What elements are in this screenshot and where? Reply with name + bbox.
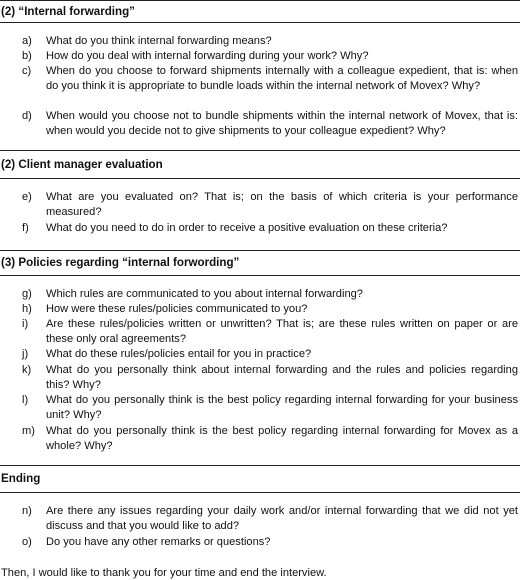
question-marker: d) [22,110,32,122]
question-marker: b) [22,50,32,62]
question-text: When do you choose to forward shipments internally with a colleague expedient, that is: when do you think it is appropriate to bundle loads within the internal network of Movex? Why? [46,65,518,92]
question-text: Are there any issues regarding your daily work and/or internal forwarding that we did not yet discuss and that you would like to add? [46,505,518,532]
question-marker: n) [22,505,32,517]
question-marker: a) [22,35,32,47]
question-marker: o) [22,536,32,548]
section-divider [0,250,520,251]
section-heading: (2) Client manager evaluation [1,158,163,171]
question-marker: g) [22,288,32,300]
section-divider [0,0,520,1]
question-marker: c) [22,65,32,77]
section-divider [0,178,520,179]
question-marker: l) [22,394,29,406]
section-heading: Ending [1,472,41,485]
question-text: What do you need to do in order to receive a positive evaluation on these criteria? [46,222,448,234]
section-heading: (3) Policies regarding “internal forwording” [1,256,240,269]
question-text: Are these rules/policies written or unwritten? That is; are these rules written on paper or are these only oral agreements? [46,318,518,345]
section-divider [0,22,520,23]
question-text: What do these rules/policies entail for you in practice? [46,348,312,360]
section-heading: (2) “Internal forwarding” [1,5,135,18]
question-marker: e) [22,191,32,203]
section-divider [0,150,520,151]
section-divider [0,465,520,466]
section-divider [0,275,520,276]
question-text: What do you personally think is the best policy regarding internal forwarding for Movex as a whole? Why? [46,425,518,452]
question-marker: m) [22,425,35,437]
question-text: Do you have any other remarks or questions? [46,536,271,548]
question-marker: k) [22,364,32,376]
closing-statement: Then, I would like to thank you for your time and end the interview. [1,567,327,579]
question-text: What do you personally think is the best policy regarding internal forwarding for your business unit? Why? [46,394,518,421]
question-text: What do you personally think about internal forwarding and the rules and policies regarding this? Why? [46,364,518,391]
question-text: Which rules are communicated to you about internal forwarding? [46,288,363,300]
question-text: When would you choose not to bundle shipments within the internal network of Movex, that is: when would you decide not to give shipments to your colleague expedient? Why? [46,110,518,137]
question-marker: i) [22,318,29,330]
question-marker: f) [22,222,29,234]
question-marker: h) [22,303,32,315]
question-text: How do you deal with internal forwarding during your work? Why? [46,50,369,62]
question-text: How were these rules/policies communicated to you? [46,303,308,315]
question-text: What are you evaluated on? That is; on the basis of which criteria is your performance measured? [46,191,518,218]
section-divider [0,492,520,493]
question-marker: j) [22,348,29,360]
question-text: What do you think internal forwarding means? [46,35,272,47]
